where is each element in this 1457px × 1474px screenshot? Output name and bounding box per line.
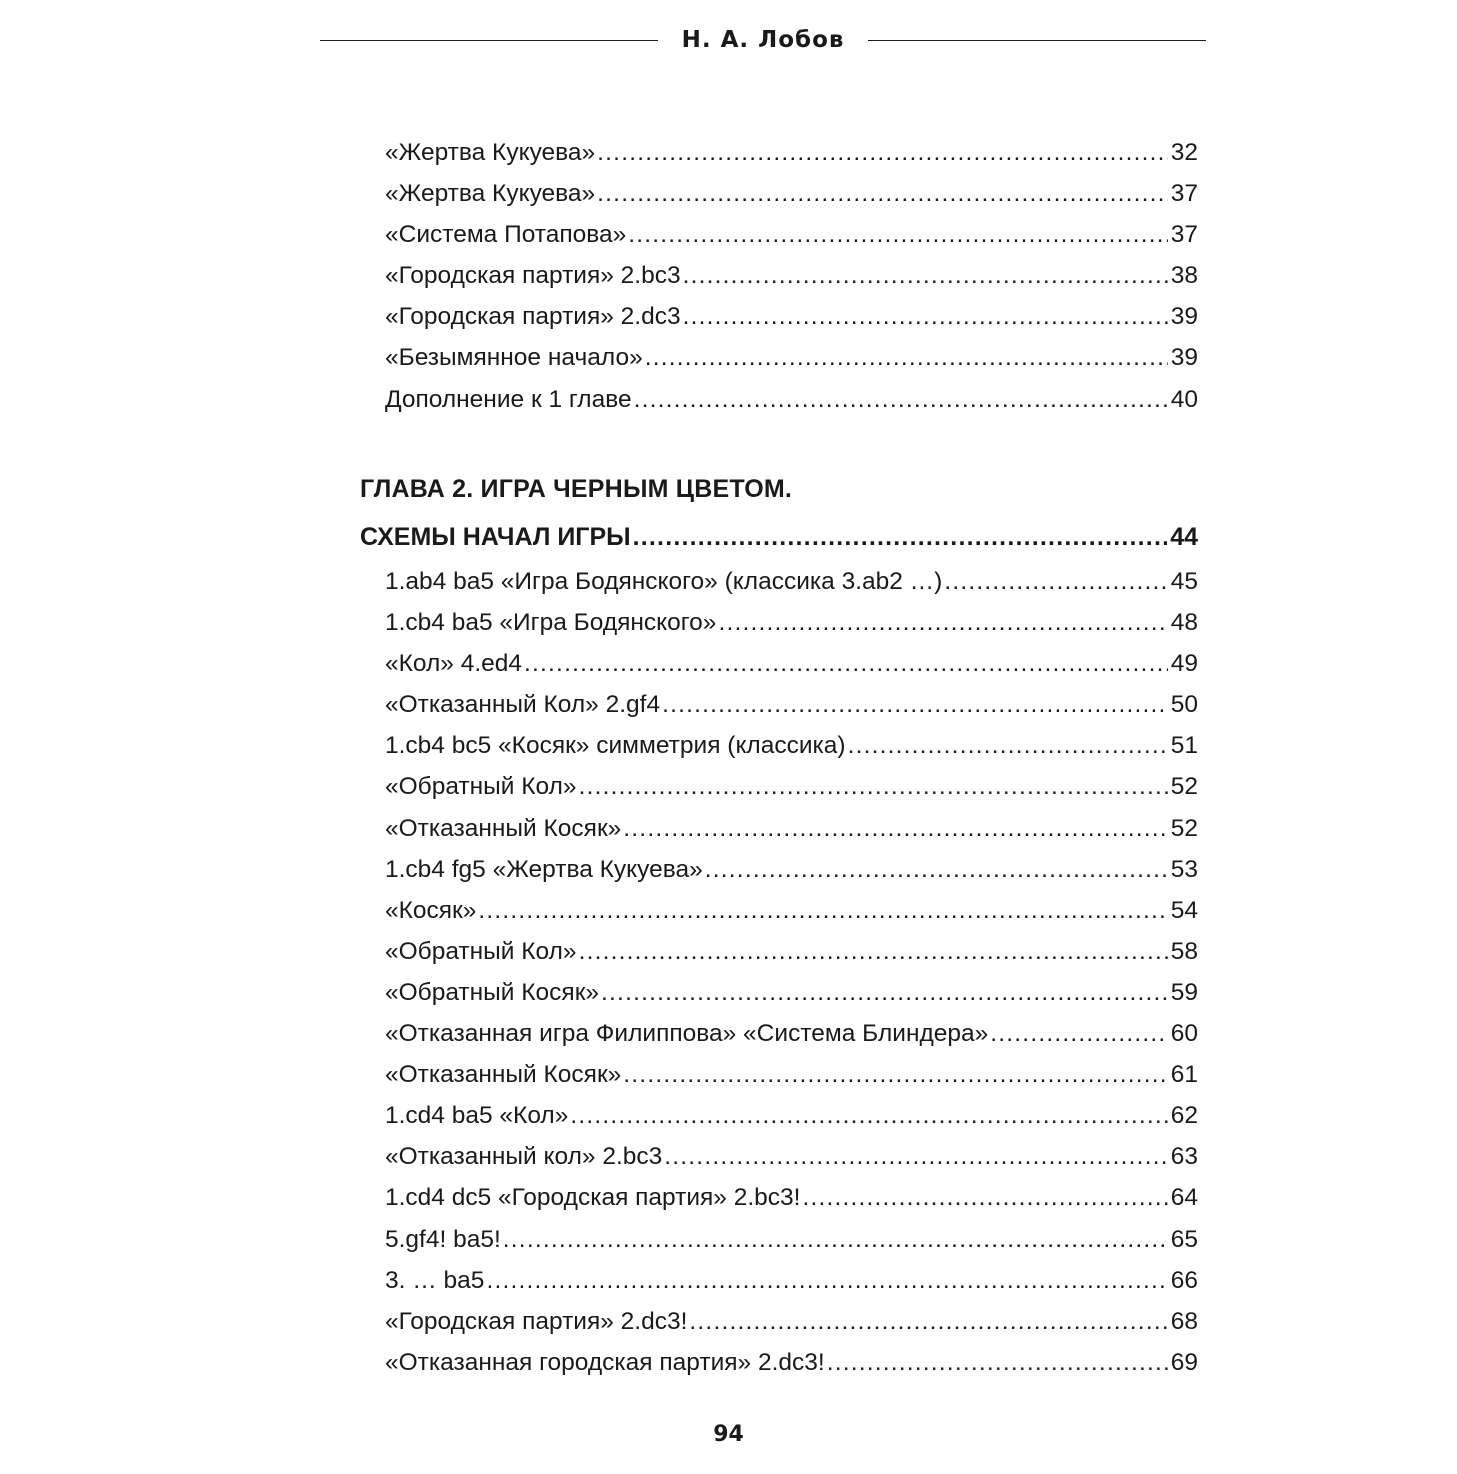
dot-leader	[579, 766, 1168, 807]
toc-entry	[360, 1136, 1198, 1177]
dot-leader	[478, 890, 1167, 931]
dot-leader	[802, 1177, 1167, 1218]
toc-section-chapter-2	[360, 465, 1198, 1383]
toc-entry-title: «Городская партия» 2.bc3	[385, 262, 681, 290]
chapter-heading-title: СХЕМЫ НАЧАЛ ИГРЫ	[360, 523, 631, 551]
toc-entry-page: 53	[1170, 855, 1198, 883]
toc-entry-page: 64	[1170, 1184, 1198, 1212]
toc-entry-title: «Кол» 4.ed4	[385, 650, 523, 678]
toc-entry-page: 58	[1170, 937, 1198, 965]
toc-entry-title: «Обратный Кол»	[385, 773, 577, 801]
toc-entry	[360, 602, 1198, 643]
chapter-heading-entry	[360, 513, 1198, 561]
toc-entry-title: 1.cd4 dc5 «Городская партия» 2.bc3!	[385, 1184, 801, 1212]
toc-entry	[360, 1095, 1198, 1136]
toc-entry-page: 63	[1170, 1143, 1198, 1171]
toc-entry	[360, 173, 1198, 214]
toc-entry-title: 1.cb4 ba5 «Игра Бодянского»	[385, 609, 717, 637]
toc-entry-title: «Обратный Кол»	[385, 937, 577, 965]
toc-entry	[360, 643, 1198, 684]
toc-entry	[360, 808, 1198, 849]
dot-leader	[662, 684, 1168, 725]
dot-leader	[705, 849, 1168, 890]
chapter-heading-page: 44	[1170, 523, 1198, 551]
toc-entry	[360, 296, 1198, 337]
toc-entry	[360, 214, 1198, 255]
toc-entry-title: «Жертва Кукуева»	[385, 139, 596, 166]
toc-entry-title: «Жертва Кукуева»	[385, 180, 596, 208]
toc-entry	[360, 849, 1198, 890]
toc-entry-page: 54	[1170, 896, 1198, 924]
toc-entry-page: 68	[1170, 1307, 1198, 1335]
dot-leader	[524, 643, 1168, 684]
toc-entry-page: 65	[1170, 1225, 1198, 1253]
toc-entry-title: «Косяк»	[385, 896, 477, 924]
toc-entry-page: 48	[1170, 609, 1198, 637]
dot-leader	[601, 972, 1168, 1013]
dot-leader	[718, 602, 1167, 643]
toc-entry	[360, 1260, 1198, 1301]
running-header	[320, 22, 1206, 58]
dot-leader	[990, 1013, 1167, 1054]
toc-entry-page: 37	[1170, 221, 1198, 249]
toc-entry-page: 50	[1170, 691, 1198, 719]
dot-leader	[628, 214, 1167, 255]
dot-leader	[944, 561, 1167, 602]
dot-leader	[683, 296, 1168, 337]
dot-leader	[597, 173, 1168, 214]
toc-entry-page: 60	[1170, 1020, 1198, 1048]
toc-entry-title: «Отказанный Кол» 2.gf4	[385, 691, 661, 719]
toc-entry	[360, 1013, 1198, 1054]
toc-entry	[360, 561, 1198, 602]
toc-entry-title: 1.cb4 fg5 «Жертва Кукуева»	[385, 855, 703, 883]
toc-entry	[360, 255, 1198, 296]
toc-entry-title: «Отказанный Косяк»	[385, 814, 622, 842]
toc-entry-title: «Отказанный кол» 2.bc3	[385, 1143, 663, 1171]
toc-entry	[360, 1342, 1198, 1383]
toc-entry-page: 45	[1170, 568, 1198, 595]
toc-entry-page: 49	[1170, 650, 1198, 678]
toc-entry-page: 61	[1170, 1061, 1198, 1089]
dot-leader	[645, 337, 1168, 378]
toc-entry	[360, 890, 1198, 931]
toc-entry-page: 51	[1170, 732, 1198, 760]
dot-leader	[623, 1054, 1167, 1095]
toc-entry-title: 1.ab4 ba5 «Игра Бодянского» (классика 3.ab2 …)	[385, 568, 943, 595]
toc-entry-title: «Городская партия» 2.dc3	[385, 303, 681, 331]
toc-entry-title: 1.cd4 ba5 «Кол»	[385, 1102, 569, 1130]
dot-leader	[634, 379, 1168, 420]
toc-entry-title: «Обратный Косяк»	[385, 978, 600, 1006]
toc-entry	[360, 1177, 1198, 1218]
toc-entry-title: «Отказанная городская партия» 2.dc3!	[385, 1348, 825, 1376]
dot-leader	[486, 1260, 1167, 1301]
dot-leader	[597, 132, 1168, 173]
toc-entry-page: 40	[1170, 385, 1198, 413]
dot-leader	[570, 1095, 1167, 1136]
toc-entry-title: «Отказанный Косяк»	[385, 1061, 622, 1089]
dot-leader	[848, 725, 1168, 766]
toc-entry-page: 38	[1170, 262, 1198, 290]
toc-entry	[360, 379, 1198, 420]
toc-entry	[360, 684, 1198, 725]
toc-entry	[360, 337, 1198, 378]
toc-entry-title: 3. … ba5	[385, 1266, 485, 1294]
header-rule-left	[320, 40, 658, 41]
toc-entry-title: «Система Потапова»	[385, 221, 627, 249]
dot-leader	[664, 1136, 1167, 1177]
toc-entry	[360, 766, 1198, 807]
toc-entry-page: 39	[1170, 344, 1198, 372]
toc-entry	[360, 725, 1198, 766]
dot-leader	[579, 931, 1168, 972]
dot-leader	[683, 255, 1168, 296]
dot-leader	[633, 513, 1168, 561]
toc-entry-page: 69	[1170, 1348, 1198, 1376]
dot-leader	[689, 1301, 1167, 1342]
toc-entry	[360, 1301, 1198, 1342]
toc-entry-page: 62	[1170, 1102, 1198, 1130]
toc-entry-page: 32	[1170, 139, 1198, 166]
toc-entry	[360, 1219, 1198, 1260]
toc-entry	[360, 931, 1198, 972]
header-rule-right	[868, 40, 1206, 41]
toc-entry	[360, 1054, 1198, 1095]
toc-entry-title: Дополнение к 1 главе	[385, 385, 632, 413]
toc-entry	[360, 132, 1198, 173]
toc-entry	[360, 972, 1198, 1013]
author-name: Н. А. Лобов	[681, 27, 845, 53]
toc-entry-page: 39	[1170, 303, 1198, 331]
toc-entry-title: 5.gf4! ba5!	[385, 1225, 501, 1253]
toc-entry-page: 66	[1170, 1266, 1198, 1294]
dot-leader	[827, 1342, 1168, 1383]
page-number: 94	[713, 1422, 744, 1447]
toc-section-chapter-1	[360, 132, 1198, 420]
toc-entry-title: «Безымянное начало»	[385, 344, 643, 372]
chapter-heading: ГЛАВА 2. ИГРА ЧЕРНЫМ ЦВЕТОМ.	[360, 475, 793, 503]
toc-entry-title: «Городская партия» 2.dc3!	[385, 1307, 688, 1335]
dot-leader	[503, 1219, 1168, 1260]
toc-entry-page: 59	[1170, 978, 1198, 1006]
toc-entry-title: «Отказанная игра Филиппова» «Система Блиндера»	[385, 1020, 989, 1048]
toc-entry-page: 37	[1170, 180, 1198, 208]
toc-entry-title: 1.cb4 bc5 «Косяк» симметрия (классика)	[385, 732, 846, 760]
dot-leader	[623, 808, 1167, 849]
toc-entry-page: 52	[1170, 814, 1198, 842]
toc-entry-page: 52	[1170, 773, 1198, 801]
